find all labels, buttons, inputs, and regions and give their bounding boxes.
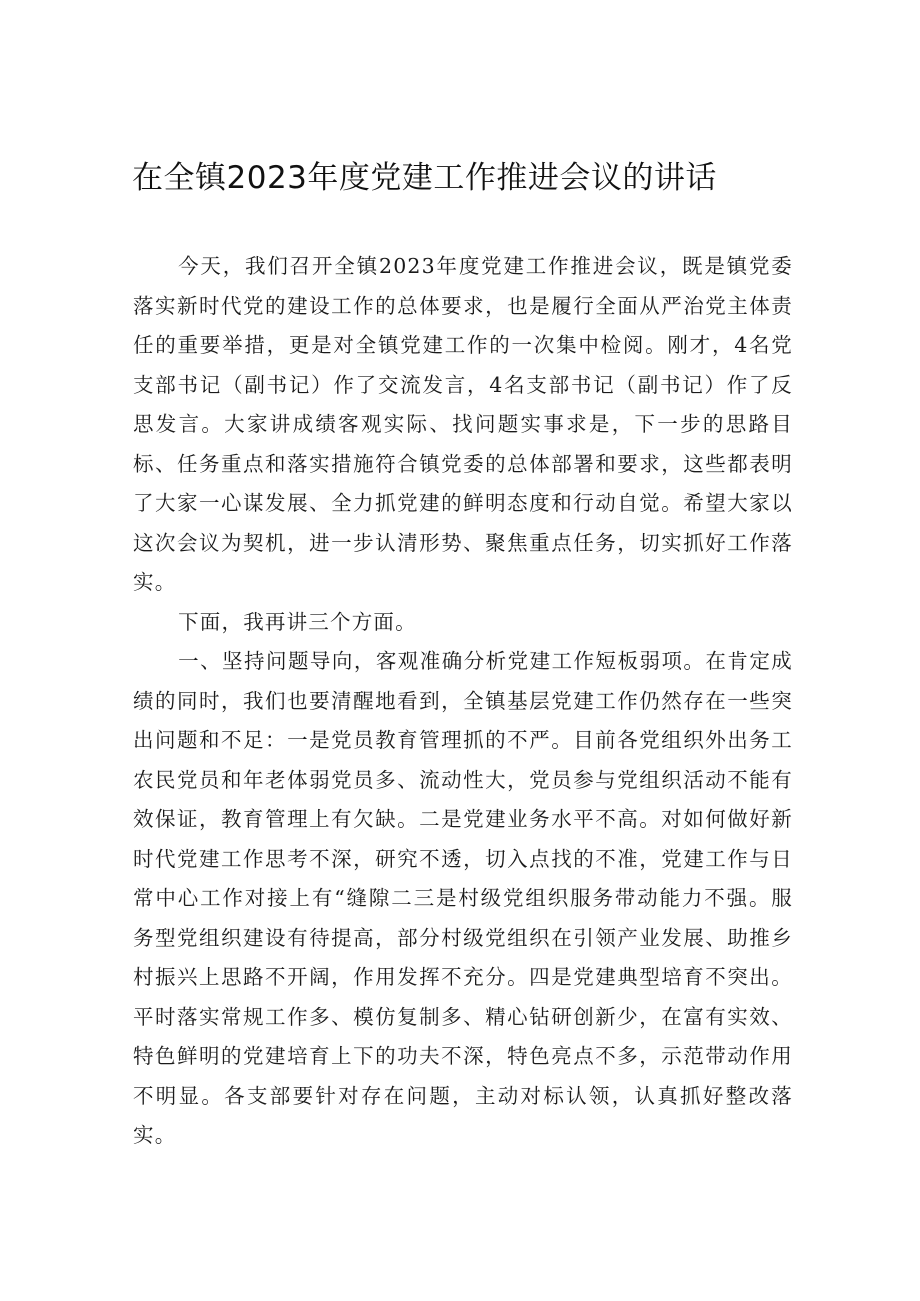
paragraph-section-one: 一、坚持问题导向，客观准确分析党建工作短板弱项。在肯定成绩的同时，我们也要清醒地看到，全镇基层党建工作仍然存在一些突出问题和不足：一是党员教育管理抓的不严。目前各党组织外出务工农民党员和年老体弱党员多、流动性大，党员参与党组织活动不能有效保证，教育管理上有欠缺。二是党建业务水平不高。对如何做好新时代党建工作思考不深，研究不透，切入点找的不准，党建工作与日常中心工作对接上有“缝隙二三是村级党组织服务带动能力不强。服务型党组织建设有待提高，部分村级党组织在引领产业发展、助推乡村振兴上思路不开阔，作用发挥不充分。四是党建典型培育不突出。平时落实常规工作多、模仿复制多、精心钻研创新少，在富有实效、特色鲜明的党建培育上下的功夫不深，特色亮点不多，示范带动作用不明显。各支部要针对存在问题，主动对标认领，认真抓好整改落实。 [133, 649, 793, 1147]
paragraph-opening: 今天，我们召开全镇2023年度党建工作推进会议，既是镇党委落实新时代党的建设工作的总体要求，也是履行全面从严治党主体责任的重要举措，更是对全镇党建工作的一次集中检阅。刚才，4名党支部书记（副书记）作了交流发言，4名支部书记（副书记）作了反思发言。大家讲成绩客观实际、找问题实事求是，下一步的思路目标、任务重点和落实措施符合镇党委的总体部署和要求，这些都表明了大家一心谋发展、全力抓党建的鲜明态度和行动自觉。希望大家以这次会议为契机，进一步认清形势、聚焦重点任务，切实抓好工作落实。 [133, 254, 793, 594]
document-body [133, 247, 793, 1156]
document-title: 在全镇2023年度党建工作推进会议的讲话 [132, 160, 717, 196]
paragraph-transition: 下面，我再讲三个方面。 [178, 609, 417, 634]
